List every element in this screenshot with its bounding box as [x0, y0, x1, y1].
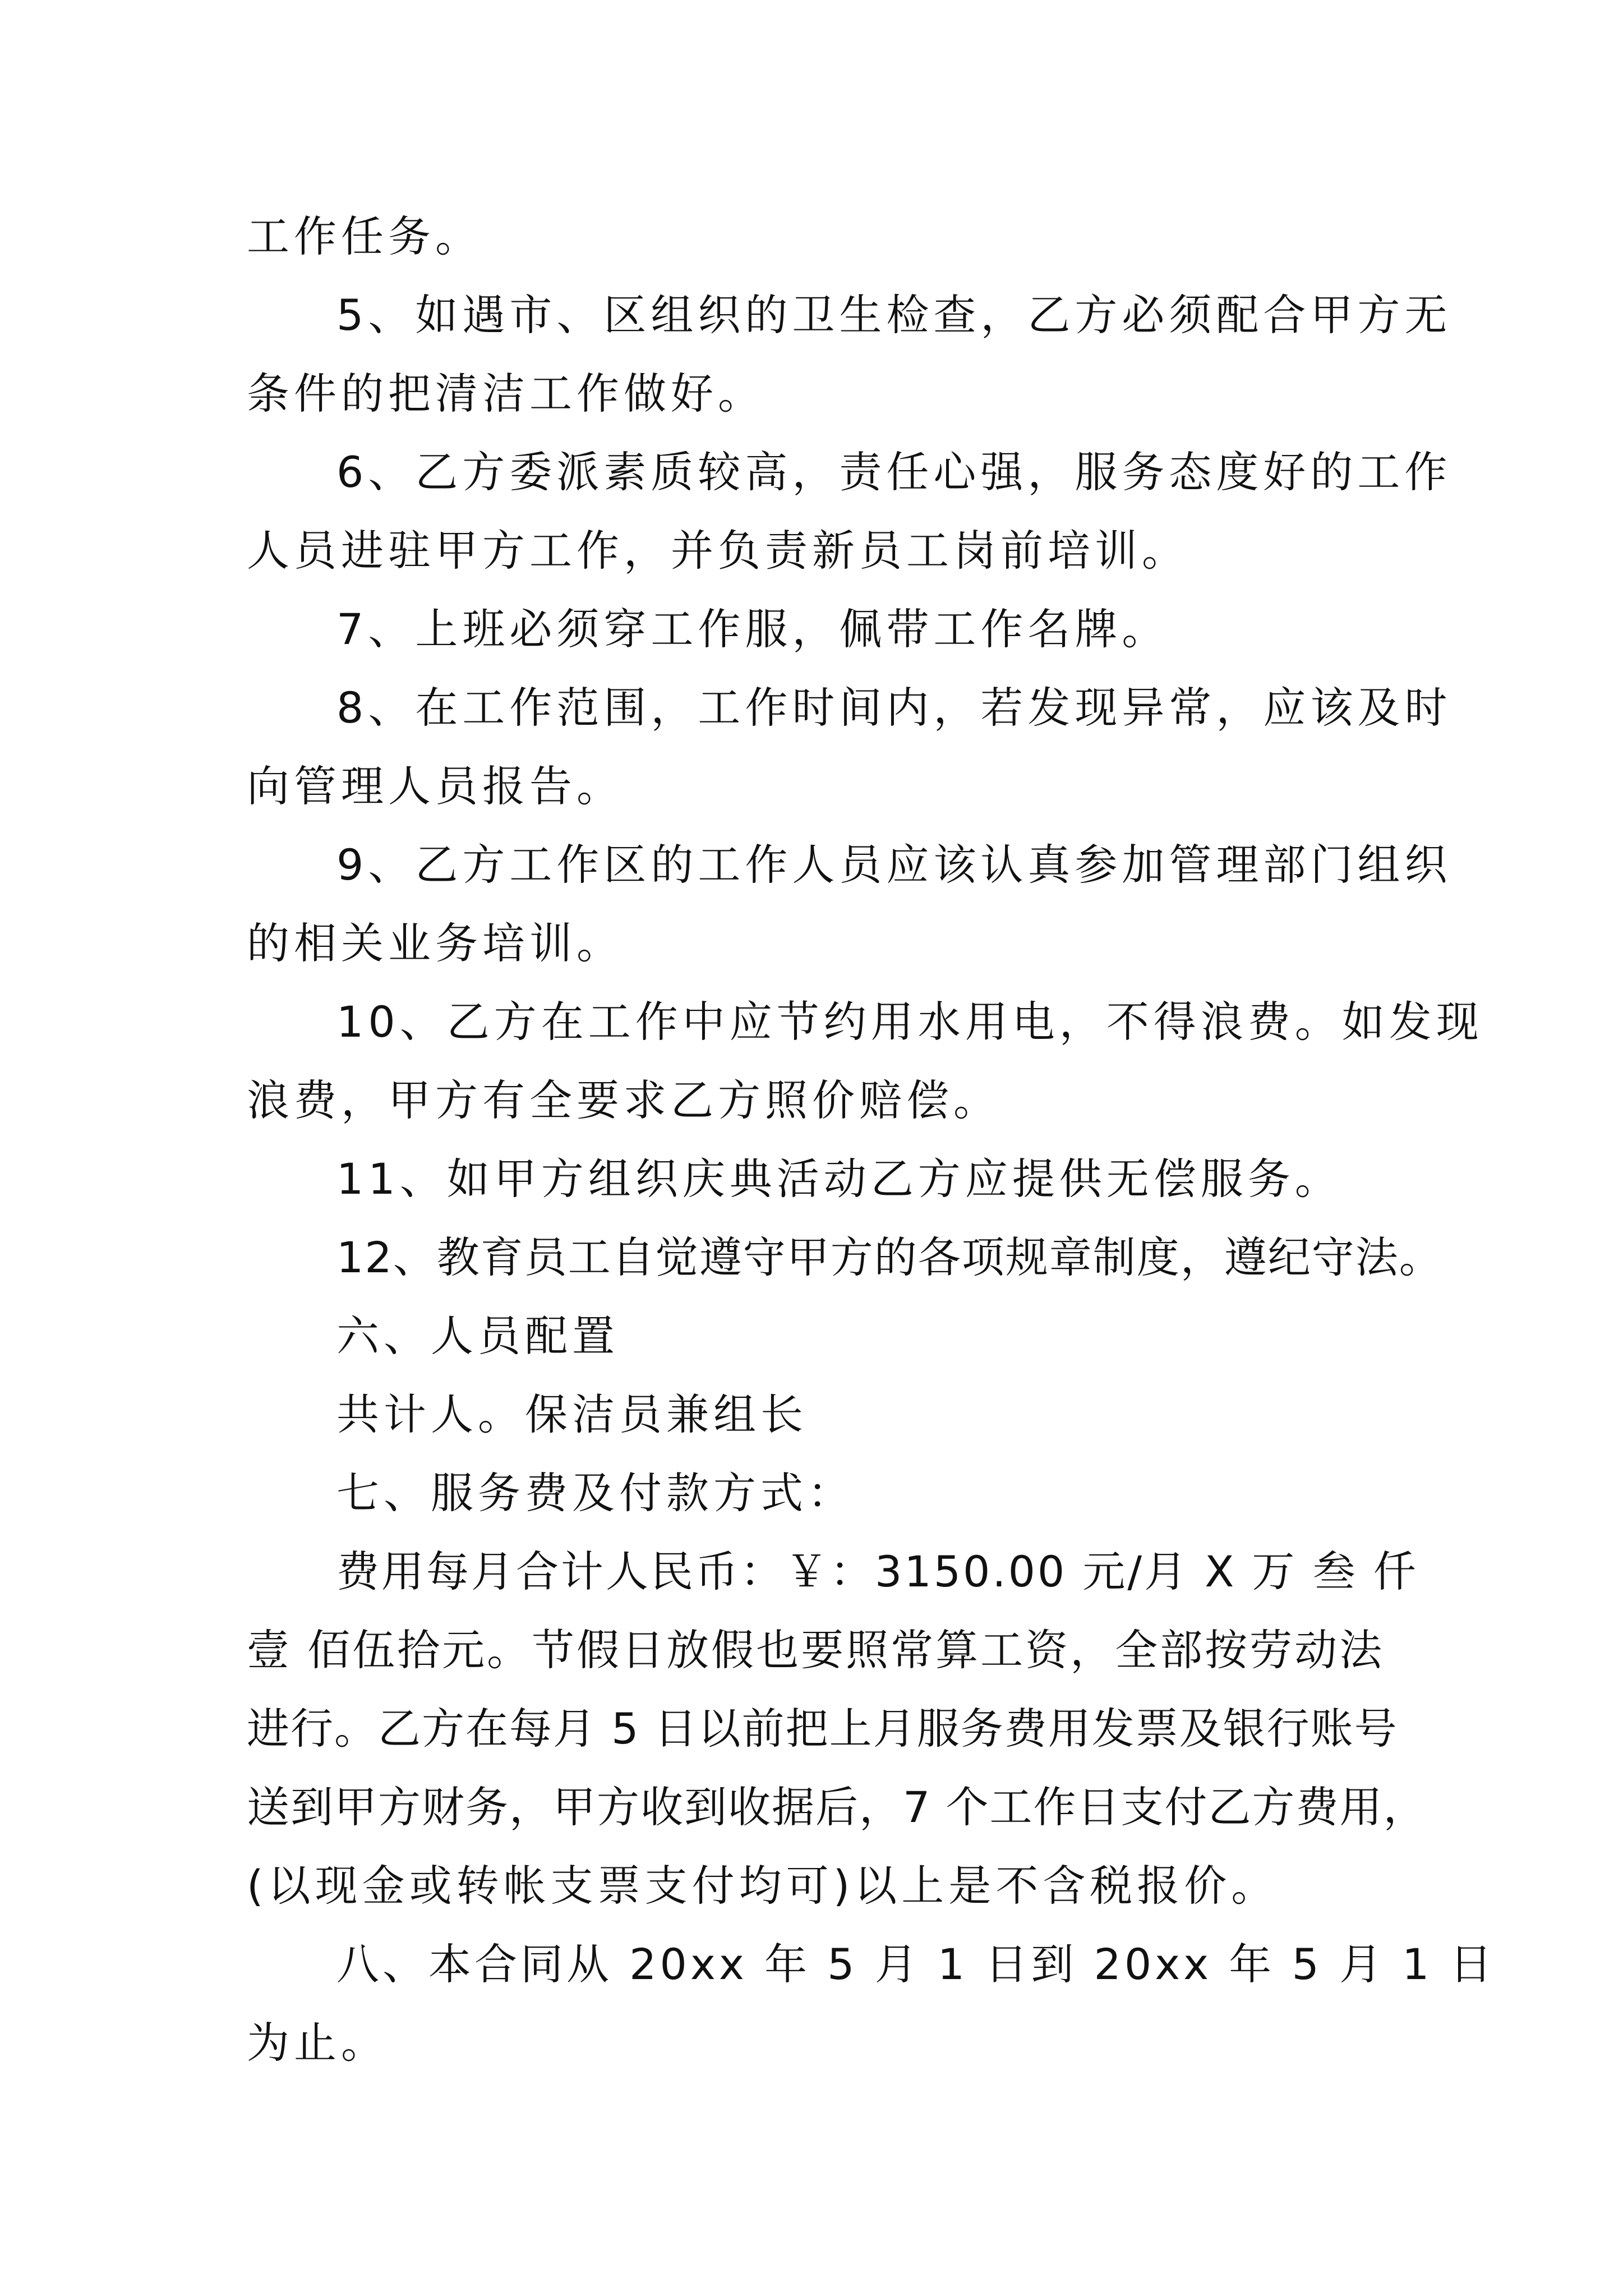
text-line: 壹 佰伍拾元。节假日放假也要照常算工资，全部按劳动法 [247, 1625, 1385, 1675]
text-line: 为止。 [247, 2018, 388, 2068]
text-line: 共计人。保洁员兼组长 [336, 1389, 808, 1439]
section-heading: 七、服务费及付款方式： [336, 1468, 855, 1518]
text-line: 进行。乙方在每月 5 日以前把上月服务费用发票及银行账号 [247, 1704, 1398, 1754]
text-line: 费用每月合计人民币：￥：3150.00 元/月 X 万 叁 仟 [336, 1547, 1418, 1596]
text-line: 12、教育员工自觉遵守甲方的各项规章制度，遵纪守法。 [336, 1232, 1443, 1282]
text-line: 的相关业务培训。 [247, 918, 624, 968]
text-line: 11、如甲方组织庆典活动乙方应提供无偿服务。 [336, 1154, 1342, 1204]
text-line: 条件的把清洁工作做好。 [247, 369, 765, 418]
text-line: 6、乙方委派素质较高，责任心强，服务态度好的工作 [336, 447, 1452, 497]
text-line: 10、乙方在工作中应节约用水用电，不得浪费。如发现 [336, 997, 1483, 1047]
text-line: 浪费，甲方有全要求乙方照价赔偿。 [247, 1075, 1000, 1125]
text-line: 5、如遇市、区组织的卫生检查，乙方必须配合甲方无 [336, 290, 1452, 340]
text-line: 向管理人员报告。 [247, 761, 624, 811]
text-line: 工作任务。 [247, 211, 482, 261]
text-line: (以现金或转帐支票支付均可)以上是不含税报价。 [247, 1861, 1279, 1911]
text-line: 8、在工作范围，工作时间内，若发现异常，应该及时 [336, 683, 1452, 733]
text-line: 7、上班必须穿工作服，佩带工作名牌。 [336, 604, 1169, 654]
section-heading: 八、本合同从 20xx 年 5 月 1 日到 20xx 年 5 月 1 日 [336, 1939, 1496, 1989]
section-heading: 六、人员配置 [336, 1311, 619, 1361]
text-line: 人员进驻甲方工作，并负责新员工岗前培训。 [247, 526, 1189, 576]
text-line: 9、乙方工作区的工作人员应该认真参加管理部门组织 [336, 840, 1452, 890]
text-line: 送到甲方财务，甲方收到收据后，7 个工作日支付乙方费用， [247, 1782, 1427, 1832]
